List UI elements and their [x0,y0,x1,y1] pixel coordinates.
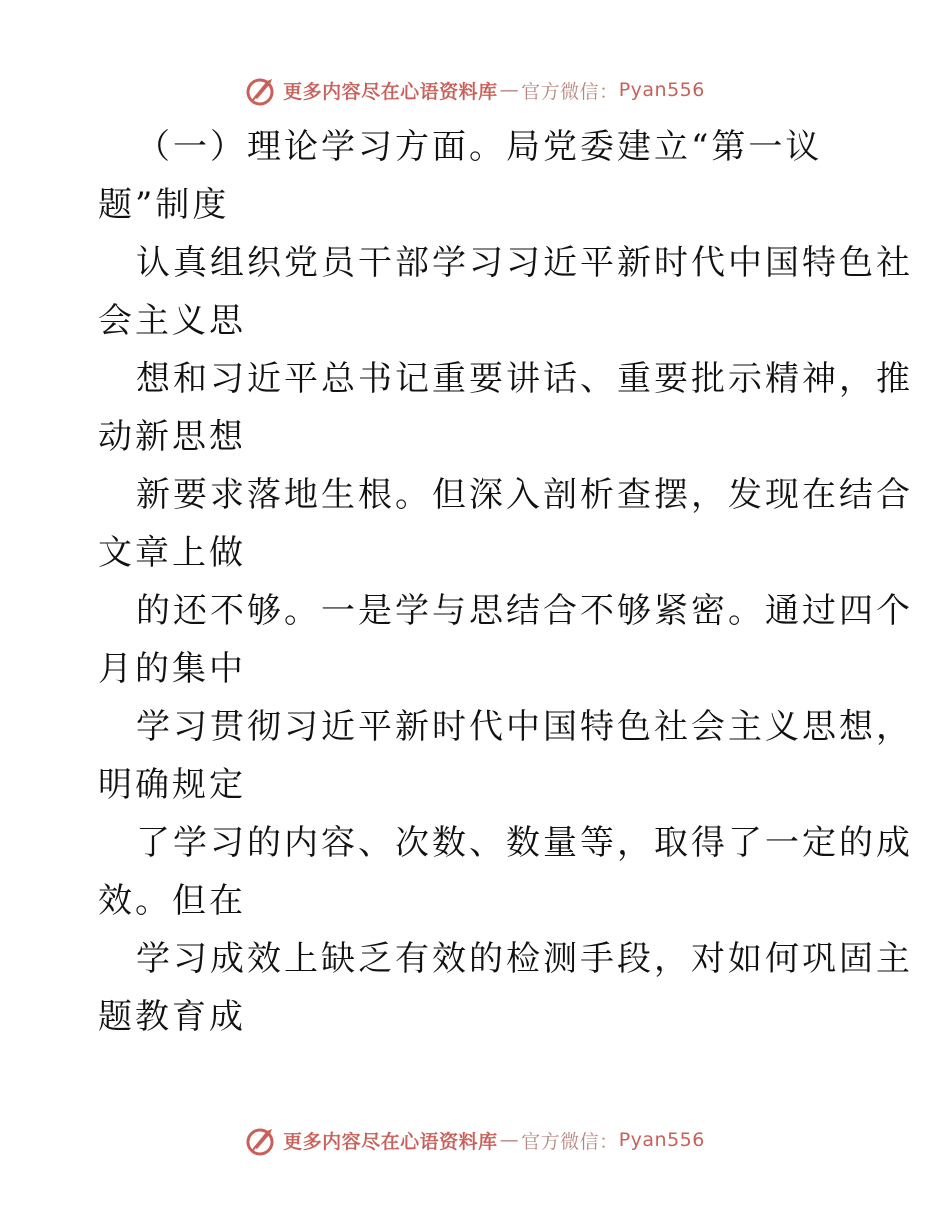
watermark-separator: — [499,1129,520,1151]
watermark-brand: 更多内容尽在心语资料库 [283,80,498,103]
watermark-brand: 更多内容尽在心语资料库 [283,1130,498,1153]
paragraph [98,582,913,698]
paragraph [98,930,913,1046]
paragraph-line: 了学习的内容、次数、数量等，取得了一定的成 [136,823,913,863]
paragraph-line: 会主义思 [98,301,246,341]
paragraph-line: 学习贯彻习近平新时代中国特色社会主义思想， [136,707,913,747]
quill-pen-seal-icon [245,1123,279,1157]
quill-pen-seal-icon [245,73,279,107]
paragraph-line: 题教育成 [98,997,246,1037]
paragraph-line: 想和习近平总书记重要讲话、重要批示精神，推 [136,359,913,399]
document-body [98,118,913,1046]
footer-watermark [0,1120,950,1160]
paragraph [98,814,913,930]
paragraph [98,350,913,466]
header-watermark [0,70,950,110]
paragraph [98,698,913,814]
watermark-wechat-id: Pyan556 [618,1129,705,1151]
paragraph-line: 新要求落地生根。但深入剖析查摆，发现在结合 [136,475,913,515]
paragraph-line: 的还不够。一是学与思结合不够紧密。通过四个 [136,591,913,631]
watermark-label: 官方微信： [521,80,619,103]
paragraph [98,234,913,350]
watermark-wechat-id: Pyan556 [618,79,705,101]
watermark-separator: — [499,79,520,101]
paragraph-line: 学习成效上缺乏有效的检测手段，对如何巩固主 [136,939,913,979]
paragraph-line: 效。但在 [98,881,246,921]
paragraph-line: 明确规定 [98,765,246,805]
paragraph-line: 动新思想 [98,417,246,457]
paragraph [98,118,858,234]
paragraph [98,466,913,582]
watermark-label: 官方微信： [521,1130,619,1153]
paragraph-line: 月的集中 [98,649,246,689]
paragraph-line: 题”制度 [98,185,230,225]
paragraph-line: 认真组织党员干部学习习近平新时代中国特色社 [136,243,913,283]
paragraph-line: （一）理论学习方面。局党委建立“第一议 [136,127,823,167]
paragraph-line: 文章上做 [98,533,246,573]
